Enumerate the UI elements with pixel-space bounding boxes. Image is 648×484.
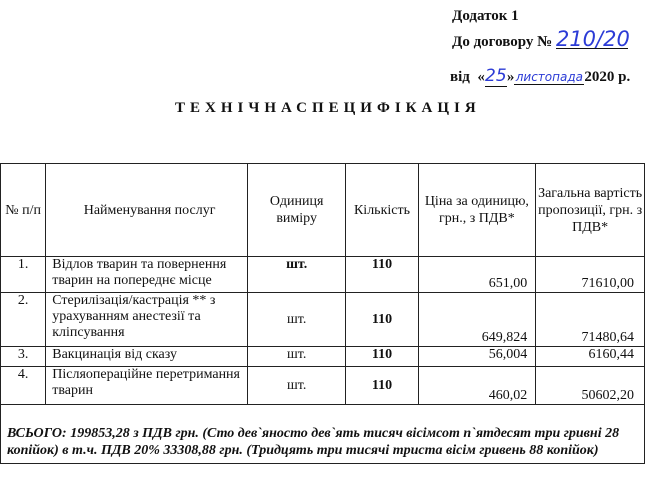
header-unit: Одиниця виміру xyxy=(247,164,346,257)
row-price: 651,00 xyxy=(418,257,536,293)
document-title: ТЕХНІЧНАСПЕЦИФІКАЦІЯ xyxy=(175,100,481,116)
row-name: Післяопераційне перетримання тварин xyxy=(46,367,248,405)
row-name: Стерилізація/кастрація ** з урахуванням анестезії та кліпсування xyxy=(46,293,248,347)
row-unit: шт. xyxy=(247,367,346,405)
header-num: № п/п xyxy=(1,164,46,257)
contract-date xyxy=(450,66,630,87)
row-qty: 110 xyxy=(346,257,418,293)
row-price: 56,004 xyxy=(418,347,536,367)
header-qty: Кількість xyxy=(346,164,418,257)
row-qty: 110 xyxy=(346,367,418,405)
row-total: 50602,20 xyxy=(536,367,645,405)
specification-table xyxy=(0,163,645,464)
row-qty: 110 xyxy=(346,347,418,367)
table-total-row xyxy=(1,405,645,464)
row-total: 71610,00 xyxy=(536,257,645,293)
row-num: 4. xyxy=(1,367,46,405)
row-total: 71480,64 xyxy=(536,293,645,347)
contract-prefix: До договору № xyxy=(452,34,553,50)
date-day-handwritten: 25 xyxy=(485,66,507,86)
contract-reference xyxy=(452,27,630,51)
date-open-quote: « xyxy=(477,69,485,85)
table-row xyxy=(1,293,645,347)
row-name: Відлов тварин та повернення тварин на попереднє місце xyxy=(46,257,248,293)
table-row xyxy=(1,367,645,405)
date-year: 2020 р. xyxy=(584,69,631,85)
date-close-quote: » xyxy=(506,69,515,85)
row-price: 649,824 xyxy=(418,293,536,347)
header-total: Загальна вартість пропозиції, грн. з ПДВ* xyxy=(536,164,645,257)
contract-number-handwritten: 210/20 xyxy=(555,27,630,51)
header-price: Ціна за одиницю, грн., з ПДВ* xyxy=(418,164,536,257)
row-qty: 110 xyxy=(346,293,418,347)
row-unit: шт. xyxy=(247,293,346,347)
date-prefix: від xyxy=(450,69,470,85)
row-total: 6160,44 xyxy=(536,347,645,367)
row-num: 2. xyxy=(1,293,46,347)
header-name: Найменування послуг xyxy=(46,164,248,257)
appendix-label: Додаток 1 xyxy=(452,8,519,24)
row-unit: шт. xyxy=(247,347,346,367)
date-month-handwritten: листопада xyxy=(515,70,583,84)
row-num: 1. xyxy=(1,257,46,293)
row-price: 460,02 xyxy=(418,367,536,405)
total-summary: ВСЬОГО: 199853,28 з ПДВ грн. (Сто дев`яносто дев`ять тисяч вісімсот п`ятдесят три гривні 28 копійок) в т.ч. ПДВ 20% 33308,88 грн. (Тридцять три тисячі триста вісім гривень 88 копійок) xyxy=(1,405,645,464)
row-name: Вакцинація від сказу xyxy=(46,347,248,367)
row-num: 3. xyxy=(1,347,46,367)
table-row xyxy=(1,257,645,293)
row-unit: шт. xyxy=(247,257,346,293)
table-row xyxy=(1,347,645,367)
table-header-row xyxy=(1,164,645,257)
